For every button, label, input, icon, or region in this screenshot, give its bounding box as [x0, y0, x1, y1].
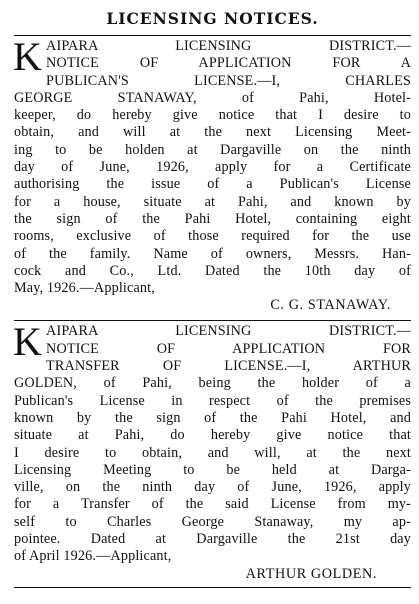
notice-line: of the family. Name of owners, Messrs. Han-	[14, 245, 411, 262]
notice-line: authorising the issue of a Publican's License	[14, 176, 411, 193]
notice-line: for a house, situate at Pahi, and known by	[14, 193, 411, 210]
notice-line: Publican's License in respect of the premises	[14, 392, 411, 409]
notice-line: ville, on the ninth day of June, 1926, apply	[14, 479, 411, 496]
notice-line: self to Charles George Stanaway, my ap-	[14, 513, 411, 530]
applicant-signature: C. G. STANAWAY.	[270, 297, 391, 314]
drop-cap: K	[13, 319, 43, 365]
notice-line: day of June, 1926, apply for a Certificate	[14, 159, 411, 176]
notice-line: I desire to obtain, and will, at the next	[14, 444, 411, 461]
notice-line: TRANSFER OF LICENSE.—I, ARTHUR	[46, 358, 411, 375]
notice-line: pointee. Dated at Dargaville the 21st day	[14, 531, 411, 548]
notice-line: situate at Pahi, do hereby give notice that	[14, 427, 411, 444]
applicant-signature: ARTHUR GOLDEN.	[245, 565, 377, 582]
section-heading: LICENSING NOTICES.	[106, 9, 319, 28]
footer-rule	[14, 587, 411, 588]
notice-line: keeper, do hereby give notice that I desire to	[14, 107, 411, 124]
notice-line: of April 1926.—Applicant,	[14, 548, 172, 565]
notice-line: May, 1926.—Applicant,	[14, 280, 155, 297]
notice-line: NOTICE OF APPLICATION FOR A	[46, 55, 411, 72]
notice-line: PUBLICAN'S LICENSE.—I, CHARLES	[46, 72, 411, 89]
notice-line: cock and Co., Ltd. Dated the 10th day of	[14, 262, 411, 279]
notice-line: obtain, and will at the next Licensing Meet-	[14, 124, 411, 141]
notice-line: AIPARA LICENSING DISTRICT.—	[46, 323, 411, 340]
drop-cap: K	[13, 34, 43, 79]
notice-line: for a Transfer of the said License from my-	[14, 496, 411, 513]
notice-line: rooms, exclusive of those required for the use	[14, 228, 411, 245]
notice-line: ing to be holden at Dargaville on the ninth	[14, 141, 411, 158]
notice-line: NOTICE OF APPLICATION FOR	[46, 340, 411, 357]
notice-transfer-of-license	[14, 321, 411, 565]
notice-line: GEORGE STANAWAY, of Pahi, Hotel-	[14, 89, 411, 106]
notice-publicans-license	[14, 36, 411, 297]
notice-line: Licensing Meeting to be held at Darga-	[14, 461, 411, 478]
notice-line: GOLDEN, of Pahi, being the holder of a	[14, 375, 411, 392]
notice-line: AIPARA LICENSING DISTRICT.—	[46, 38, 411, 54]
notice-line: the sign of the Pahi Hotel, containing eight	[14, 210, 411, 227]
notice-line: known by the sign of the Pahi Hotel, and	[14, 409, 411, 426]
